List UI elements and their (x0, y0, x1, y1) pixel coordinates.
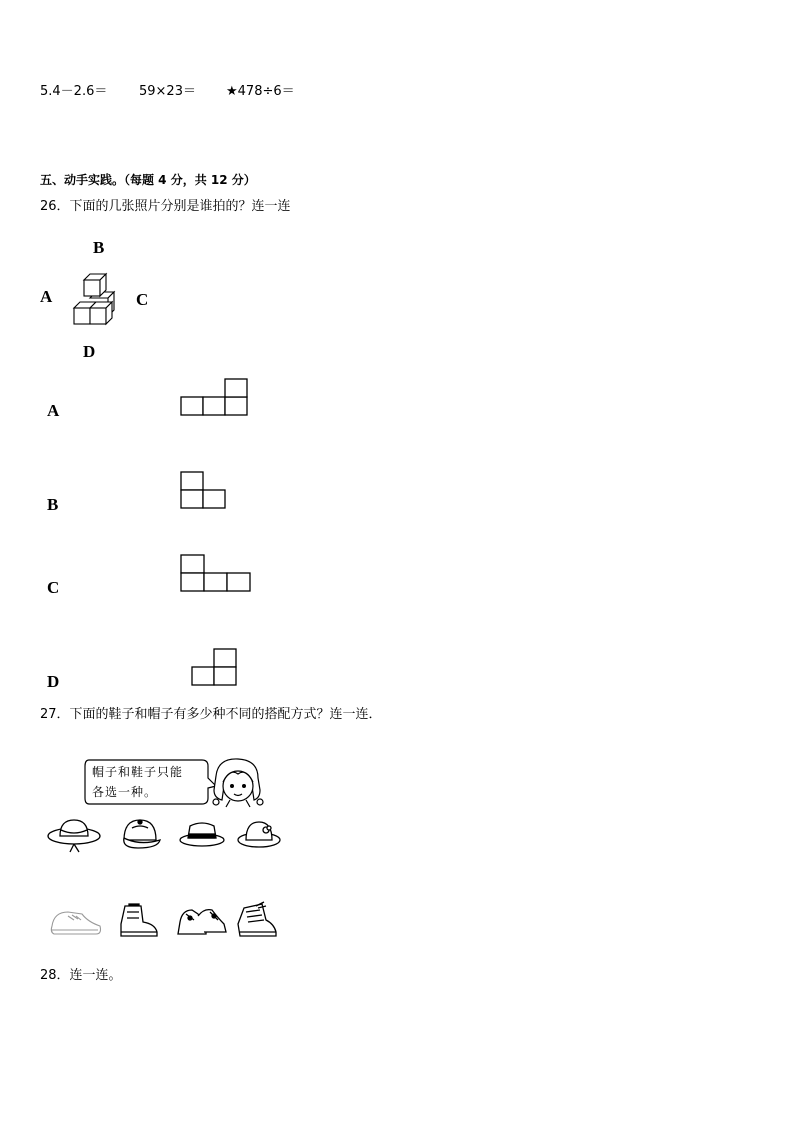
view-label-d: D (47, 672, 60, 691)
observer-label-d: D (83, 342, 96, 361)
speech-line-1: 帽子和鞋子只能 (92, 765, 184, 779)
view-label-a: A (47, 401, 60, 420)
flower-hat-icon (236, 816, 282, 852)
section-heading: 五、动手实践。（每题 4 分，共 12 分） (40, 173, 256, 187)
view-label-b: B (47, 495, 59, 514)
high-top-shoe-icon (117, 902, 161, 940)
arith-expression-1: 5.4－2.6＝ (40, 84, 108, 99)
view-c-figure (180, 555, 252, 593)
view-a-figure (180, 379, 250, 417)
question-27-prompt: 27．下面的鞋子和帽子有多少种不同的搭配方式？连一连． (40, 707, 382, 722)
observer-label-b: B (93, 238, 105, 257)
laced-boot-icon (234, 902, 280, 940)
speech-line-2: 各选一种。 (92, 785, 158, 799)
arith-expression-2: 59×23＝ (139, 84, 196, 99)
view-d-figure (191, 649, 239, 687)
view-b-figure (180, 472, 228, 510)
cube-stack-figure (70, 270, 122, 328)
observer-label-a: A (40, 287, 53, 306)
fedora-icon (178, 818, 226, 850)
question-26-prompt: 26．下面的几张照片分别是谁拍的？连一连 (40, 199, 291, 214)
baseball-cap-icon (118, 816, 162, 852)
view-label-c: C (47, 578, 60, 597)
girl-avatar-icon (208, 756, 264, 808)
observer-label-c: C (136, 290, 149, 309)
sneaker-icon (48, 906, 104, 940)
pair-of-sneakers-icon (174, 904, 228, 940)
arith-expression-3: ★478÷6＝ (226, 84, 295, 99)
sun-hat-icon (46, 814, 102, 854)
question-28-prompt: 28．连一连。 (40, 968, 122, 983)
